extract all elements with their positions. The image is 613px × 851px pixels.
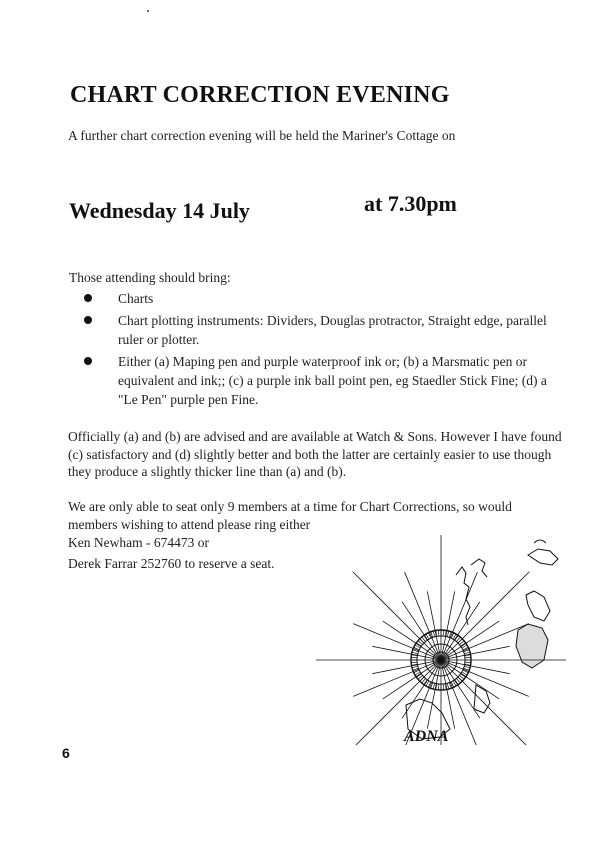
- list-item: Charts: [84, 289, 564, 308]
- advice-paragraph: Officially (a) and (b) are advised and are available at Watch & Sons. However I have found (c) satisfactory and (d) slightly better and both the latter are certainly easier to use though they produce a slightly thicker line than (a) and (b).: [68, 429, 562, 479]
- bring-list: [84, 289, 564, 412]
- compass-ray: [353, 572, 441, 660]
- event-time: at 7.30pm: [364, 191, 457, 216]
- compass-tick: [447, 631, 449, 637]
- compass-tick: [465, 657, 471, 658]
- bullet-icon: [84, 316, 92, 324]
- contact-ken: Ken Newham - 674473 or: [68, 535, 209, 550]
- compass-tick: [464, 666, 470, 668]
- map-label: ADNA: [404, 728, 449, 745]
- compass-tick: [412, 666, 418, 668]
- compass-tick: [438, 630, 439, 636]
- compass-ray: [441, 660, 529, 745]
- list-item: Chart plotting instruments: Dividers, Douglas protractor, Straight edge, parallel ruler or plotter.: [84, 311, 564, 349]
- compass-tick: [433, 631, 435, 637]
- compass-tick: [464, 652, 470, 654]
- intro-text: A further chart correction evening will be held the Mariner's Cottage on: [68, 128, 456, 143]
- compass-tick: [465, 662, 471, 663]
- compass-tick: [447, 683, 449, 689]
- compass-tick: [438, 684, 439, 690]
- compass-tick: [411, 657, 417, 658]
- scan-speck: [147, 10, 149, 12]
- bullet-icon: [84, 357, 92, 365]
- compass-rose-map-illustration: [296, 535, 566, 745]
- page-number: 6: [62, 745, 70, 761]
- list-item: Either (a) Maping pen and purple waterproof ink or; (b) a Marsmatic pen or equivalent and ink;; (c) a purple ink ball point pen, eg Staedler Stick Fine; (d) a "Le Pen" purple pen Fine.: [84, 352, 564, 409]
- compass-tick: [433, 683, 435, 689]
- compass-tick: [443, 630, 444, 636]
- seating-paragraph: We are only able to seat only 9 members at a time for Chart Corrections, so would members wishing to attend please ring either: [68, 499, 512, 532]
- bullet-icon: [84, 294, 92, 302]
- compass-tick: [443, 684, 444, 690]
- compass-tick: [412, 652, 418, 654]
- page-title: CHART CORRECTION EVENING: [70, 82, 450, 108]
- compass-tick: [411, 662, 417, 663]
- bring-label: Those attending should bring:: [69, 270, 231, 285]
- contact-derek: Derek Farrar 252760 to reserve a seat.: [68, 556, 275, 571]
- event-date: Wednesday 14 July: [69, 198, 250, 223]
